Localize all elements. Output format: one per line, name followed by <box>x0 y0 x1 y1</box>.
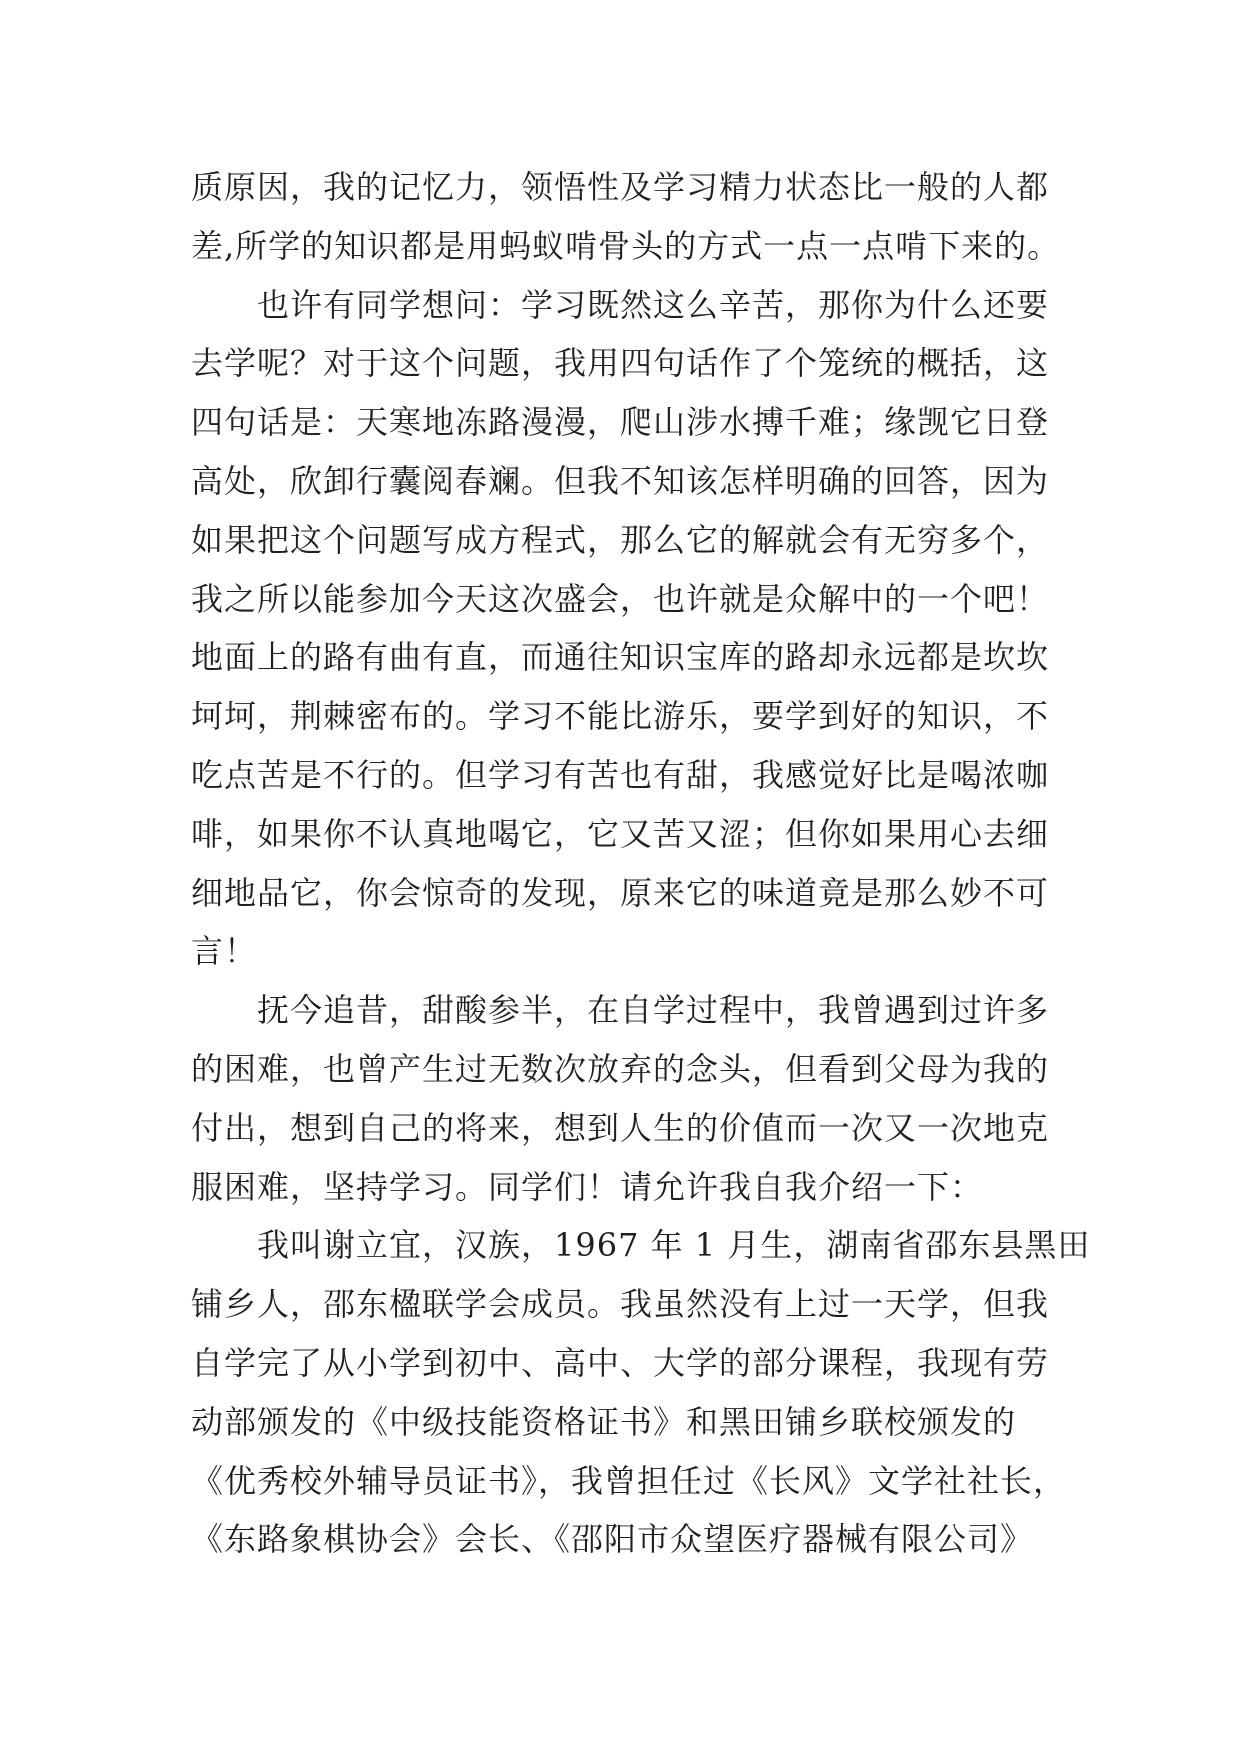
text-line: 啡，如果你不认真地喝它，它又苦又涩；但你如果用心去细 <box>191 814 1050 853</box>
text-line: 地面上的路有曲有直，而通往知识宝库的路却永远都是坎坎 <box>191 638 1050 677</box>
text-line: 也许有同学想问：学习既然这么辛苦，那你为什么还要 <box>191 285 1050 324</box>
text-line: 《优秀校外辅导员证书》，我曾担任过《长风》文学社社长， <box>191 1461 1067 1500</box>
text-line: 言！ <box>191 932 258 971</box>
text-line: 高处，欣卸行囊阅春斓。但我不知该怎样明确的回答，因为 <box>191 461 1050 500</box>
text-line: 动部颁发的《中级技能资格证书》和黑田铺乡联校颁发的 <box>191 1402 1017 1441</box>
text-line: 细地品它，你会惊奇的发现，原来它的味道竟是那么妙不可 <box>191 873 1050 912</box>
text-line: 抚今追昔，甜酸参半，在自学过程中，我曾遇到过许多 <box>191 991 1050 1030</box>
text-line: 坷坷，荆棘密布的。学习不能比游乐，要学到好的知识，不 <box>191 697 1050 736</box>
text-line: 《东路象棋协会》会长、《邵阳市众望医疗器械有限公司》 <box>191 1520 1034 1559</box>
text-line: 我之所以能参加今天这次盛会，也许就是众解中的一个吧！ <box>191 579 1050 618</box>
text-line: 的困难，也曾产生过无数次放弃的念头，但看到父母为我的 <box>191 1049 1050 1088</box>
text-line: 如果把这个问题写成方程式，那么它的解就会有无穷多个， <box>191 520 1050 559</box>
body-text <box>191 158 1091 1569</box>
text-line: 服困难，坚持学习。同学们！请允许我自我介绍一下： <box>191 1167 984 1206</box>
text-line: 铺乡人，邵东楹联学会成员。我虽然没有上过一天学，但我 <box>191 1285 1050 1324</box>
text-line: 质原因，我的记忆力，领悟性及学习精力状态比一般的人都 <box>191 168 1050 206</box>
text-line: 付出，想到自己的将来，想到人生的价值而一次又一次地克 <box>191 1108 1050 1147</box>
text-line: 吃点苦是不行的。但学习有苦也有甜，我感觉好比是喝浓咖 <box>191 755 1050 794</box>
text-line: 我叫谢立宜，汉族，1967 年 1 月生，湖南省邵东县黑田 <box>191 1226 1091 1265</box>
text-line: 去学呢？对于这个问题，我用四句话作了个笼统的概括，这 <box>191 344 1050 383</box>
text-line: 自学完了从小学到初中、高中、大学的部分课程，我现有劳 <box>191 1343 1050 1382</box>
text-line: 四句话是：天寒地冻路漫漫，爬山涉水搏千难；缘觊它日登 <box>191 403 1050 442</box>
text-line: 差,所学的知识都是用蚂蚁啃骨头的方式一点一点啃下来的。 <box>191 226 1061 265</box>
